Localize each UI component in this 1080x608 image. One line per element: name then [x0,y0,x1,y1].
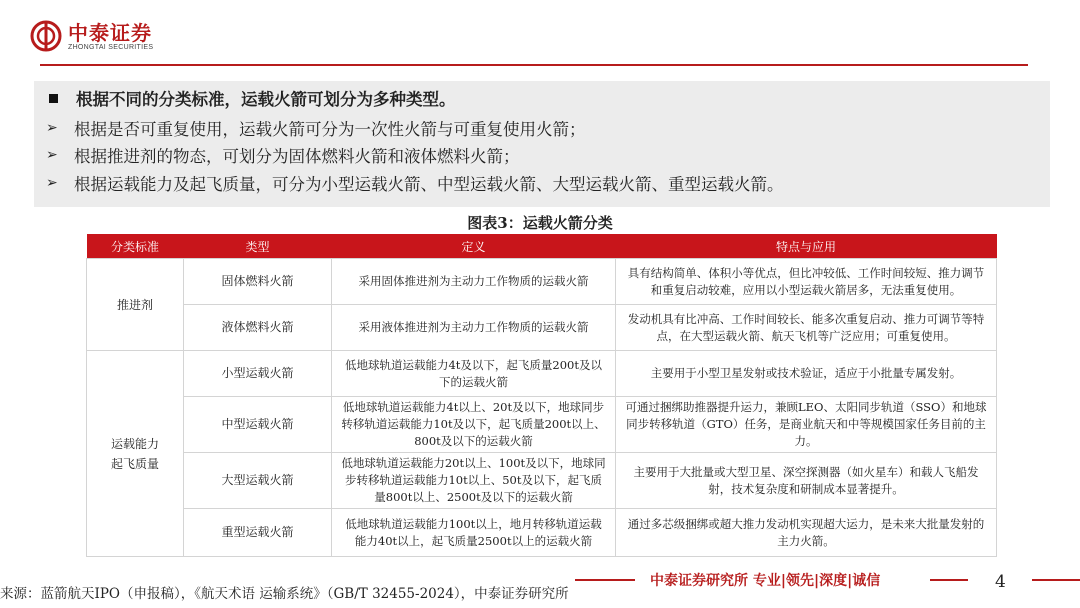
definition-cell: 低地球轨道运载能力100t以上，地月转移轨道运载能力40t以上，起飞质量2500t以上的运载火箭 [332,509,616,557]
source-note: 来源：蓝箭航天IPO（申报稿），《航天术语 运输系统》（GB/T 32455-2024），中泰证券研究所 [0,586,569,602]
type-cell: 中型运载火箭 [184,397,332,453]
table-row [87,453,997,509]
footer-divider [930,579,968,581]
summary-point [46,171,784,195]
type-cell: 小型运载火箭 [184,351,332,397]
footer-divider [1032,579,1080,581]
features-cell: 具有结构简单、体积小等优点，但比冲较低、工作时间较短、推力调节和重复启动较难，应用以小型运载火箭居多，无法重复使用。 [616,259,997,305]
logo-english-name: ZHONGTAI SECURITIES [68,43,154,51]
definition-cell: 低地球轨道运载能力4t以上、20t及以下，地球同步转移轨道运载能力10t及以下，起飞质量200t以上、800t及以下的运载火箭 [332,397,616,453]
features-cell: 主要用于小型卫星发射或技术验证，适应于小批量专属发射。 [616,351,997,397]
page-number: 4 [995,572,1006,592]
type-cell: 液体燃料火箭 [184,305,332,351]
table-row [87,305,997,351]
summary-box [34,81,1050,207]
column-header: 特点与应用 [616,234,997,259]
category-label: 起飞质量 [110,456,159,471]
summary-point-text: 根据运载能力及起飞质量，可分为小型运载火箭、中型运载火箭、大型运载火箭、重型运载火箭。 [74,175,784,194]
footer-divider [575,579,635,581]
type-cell: 固体燃料火箭 [184,259,332,305]
category-label: 运载能力 [110,436,159,451]
logo-chinese-name: 中泰证券 [68,20,152,45]
summary-headline-row [46,86,456,110]
type-cell: 大型运载火箭 [184,453,332,509]
type-cell: 重型运载火箭 [184,509,332,557]
category-label: 推进剂 [116,297,153,312]
summary-point [46,143,520,167]
features-cell: 发动机具有比冲高、工作时间较长、能多次重复启动、推力可调节等特点，在大型运载火箭、航天飞机等广泛应用；可重复使用。 [616,305,997,351]
column-header: 定义 [332,234,616,259]
arrow-bullet-icon: ➢ [46,120,58,136]
definition-cell: 采用固体推进剂为主动力工作物质的运载火箭 [332,259,616,305]
company-logo [30,20,153,52]
footer-slogan: 中泰证券研究所 专业|领先|深度|诚信 [650,573,881,589]
rocket-classification-table [86,234,997,557]
summary-point [46,116,586,140]
summary-headline: 根据不同的分类标准，运载火箭可划分为多种类型。 [76,90,456,109]
table-row [87,397,997,453]
header-divider [40,64,1028,66]
category-cell [87,351,184,557]
summary-point-text: 根据推进剂的物态，可划分为固体燃料火箭和液体燃料火箭； [74,147,520,166]
column-header: 类型 [184,234,332,259]
table-row [87,351,997,397]
figure-title: 图表3：运载火箭分类 [467,214,613,232]
category-cell [87,259,184,351]
features-cell: 可通过捆绑助推器提升运力，兼顾LEO、太阳同步轨道（SSO）和地球同步转移轨道（GTO）任务，是商业航天和中等规模国家任务目前的主力。 [616,397,997,453]
arrow-bullet-icon: ➢ [46,175,58,191]
zhongtai-logo-icon [30,20,62,52]
definition-cell: 低地球轨道运载能力4t及以下，起飞质量200t及以下的运载火箭 [332,351,616,397]
arrow-bullet-icon: ➢ [46,147,58,163]
table-header-row [87,234,997,259]
table-row [87,509,997,557]
features-cell: 主要用于大批量或大型卫星、深空探测器（如火星车）和载人飞船发射，技术复杂度和研制成本显著提升。 [616,453,997,509]
definition-cell: 采用液体推进剂为主动力工作物质的运载火箭 [332,305,616,351]
square-bullet-icon [49,94,58,103]
features-cell: 通过多芯级捆绑或超大推力发动机实现超大运力，是未来大批量发射的主力火箭。 [616,509,997,557]
summary-point-text: 根据是否可重复使用，运载火箭可分为一次性火箭与可重复使用火箭； [74,120,586,139]
definition-cell: 低地球轨道运载能力20t以上、100t及以下，地球同步转移轨道运载能力10t以上、50t及以下，起飞质量800t以上、2500t及以下的运载火箭 [332,453,616,509]
column-header: 分类标准 [87,234,184,259]
table-row [87,259,997,305]
